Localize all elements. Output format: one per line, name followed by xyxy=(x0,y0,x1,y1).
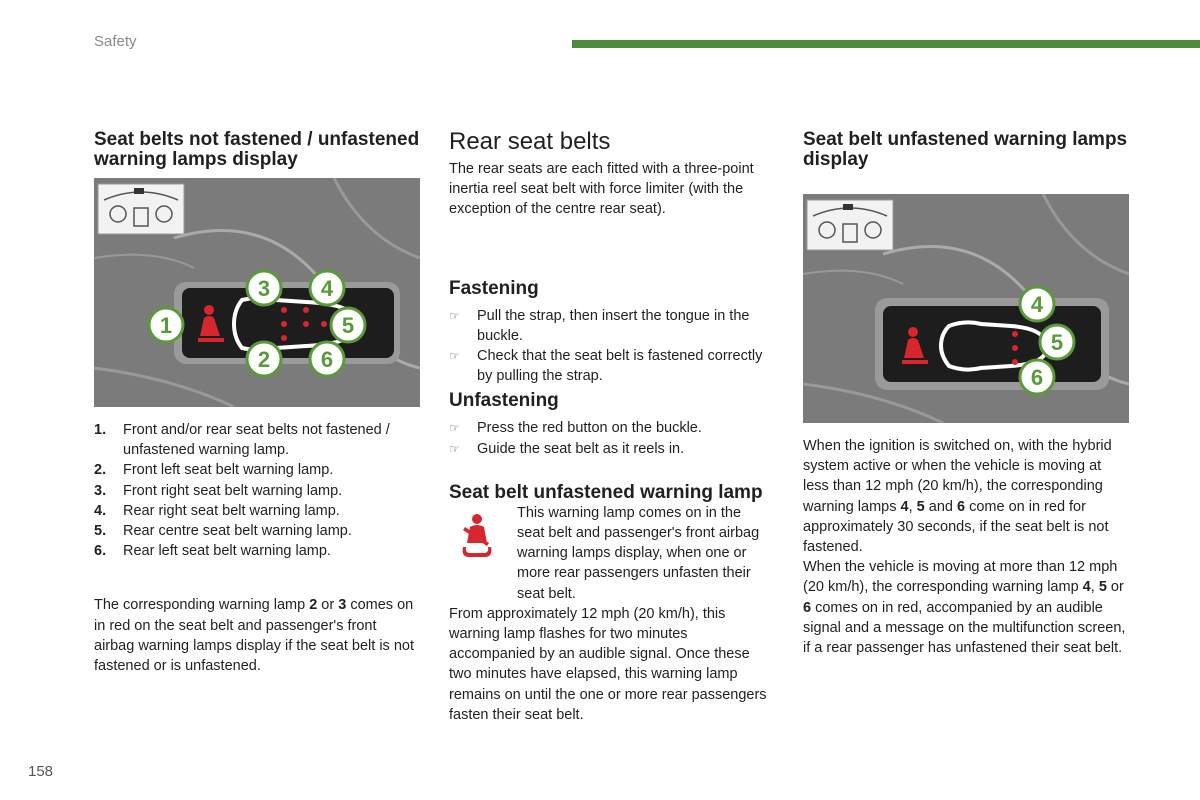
step-item: ☞ Check that the seat belt is fastened correctly by pulling the strap. xyxy=(449,348,763,385)
callout-3: 3 xyxy=(257,276,271,301)
warning-lamp-block xyxy=(449,503,771,604)
legend-item: 4. Rear right seat belt warning lamp. xyxy=(94,502,340,519)
callout-4: 4 xyxy=(320,276,334,301)
callout-6: 6 xyxy=(1030,365,1044,390)
heading-not-fastened-display: Seat belts not fastened / unfastened warning lamps display xyxy=(94,129,420,170)
column-rear-seat-belts xyxy=(449,128,771,725)
column-warning-lamps-display xyxy=(94,128,420,676)
callout-5: 5 xyxy=(341,313,355,338)
dashboard-figure-1 xyxy=(94,178,420,407)
dashboard-thumbnail-icon xyxy=(98,184,184,234)
legend-item: 2. Front left seat belt warning lamp. xyxy=(94,462,334,479)
lamp-description: This warning lamp comes on in the seat belt and passenger's front airbag warning lamps display, when one or more rear passengers unfasten their seat belt. xyxy=(517,504,760,602)
heading-fastening: Fastening xyxy=(449,277,539,299)
dashboard-figure-2 xyxy=(803,194,1129,423)
step-item: ☞ Guide the seat belt as it reels in. xyxy=(449,439,771,459)
paragraph-ignition-on: When the ignition is switched on, with the hybrid system active or when the vehicle is moving at less than 12 mph (20 km/h), the corresponding warning lamps 4, 5 and 6 come on in red for approximately 30 seconds, if the seat belt is not fastened. xyxy=(803,438,1112,556)
legend-item: 1. Front and/or rear seat belts not fastened / unfastened warning lamp. xyxy=(94,422,390,459)
callout-6: 6 xyxy=(320,347,334,372)
seatbelt-warning-icon xyxy=(457,513,497,559)
legend-item: 6. Rear left seat belt warning lamp. xyxy=(94,543,331,560)
heading-unfastening: Unfastening xyxy=(449,390,559,412)
step-item: ☞ Press the red button on the buckle. xyxy=(449,418,771,438)
callout-5: 5 xyxy=(1050,330,1064,355)
page-number: 158 xyxy=(28,763,54,780)
figure-legend xyxy=(94,420,420,561)
heading-unfastened-warning-lamp: Seat belt unfastened warning lamp xyxy=(449,481,763,503)
step-item: ☞ Pull the strap, then insert the tongue in the buckle. xyxy=(449,307,750,344)
hand-pointer-icon: ☞ xyxy=(449,349,460,364)
legend-item: 5. Rear centre seat belt warning lamp. xyxy=(94,523,352,540)
hand-pointer-icon: ☞ xyxy=(449,441,460,456)
header-accent-bar xyxy=(572,40,1200,48)
note-corresponding-lamp: The corresponding warning lamp 2 or 3 comes on in red on the seat belt and passenger's front airbag warning lamps display if the seat belt is not fastened or is unfastened. xyxy=(94,597,414,675)
paragraph-moving: When the vehicle is moving at more than 12 mph (20 km/h), the corresponding warning lamp 4, 5 or 6 comes on in red, accompanied by an audible signal and a message on the multifunction screen, if a rear passenger has unfastened their seat belt. xyxy=(803,559,1126,657)
column-unfastened-display xyxy=(803,128,1129,658)
page-title: Rear seat belts xyxy=(449,128,611,155)
dashboard-thumbnail-icon xyxy=(807,200,893,250)
legend-item: 3. Front right seat belt warning lamp. xyxy=(94,482,343,499)
section-label: Safety xyxy=(94,33,137,50)
hand-pointer-icon: ☞ xyxy=(449,308,460,323)
hand-pointer-icon: ☞ xyxy=(449,421,460,436)
callout-1: 1 xyxy=(159,313,173,338)
unfastening-steps xyxy=(449,418,771,458)
intro-text: The rear seats are each fitted with a three-point inertia reel seat belt with force limiter (with the exception of the centre rear seat). xyxy=(449,161,754,218)
heading-unfastened-display: Seat belt unfastened warning lamps display xyxy=(803,129,1128,170)
callout-2: 2 xyxy=(257,347,271,372)
callout-4: 4 xyxy=(1030,292,1044,317)
fastening-steps xyxy=(449,306,771,387)
warning-body: From approximately 12 mph (20 km/h), this warning lamp flashes for two minutes accompanied by an audible signal. Once these two minutes have elapsed, this warning lamp remains on until the one or more rear passengers fasten their seat belt. xyxy=(449,605,767,723)
